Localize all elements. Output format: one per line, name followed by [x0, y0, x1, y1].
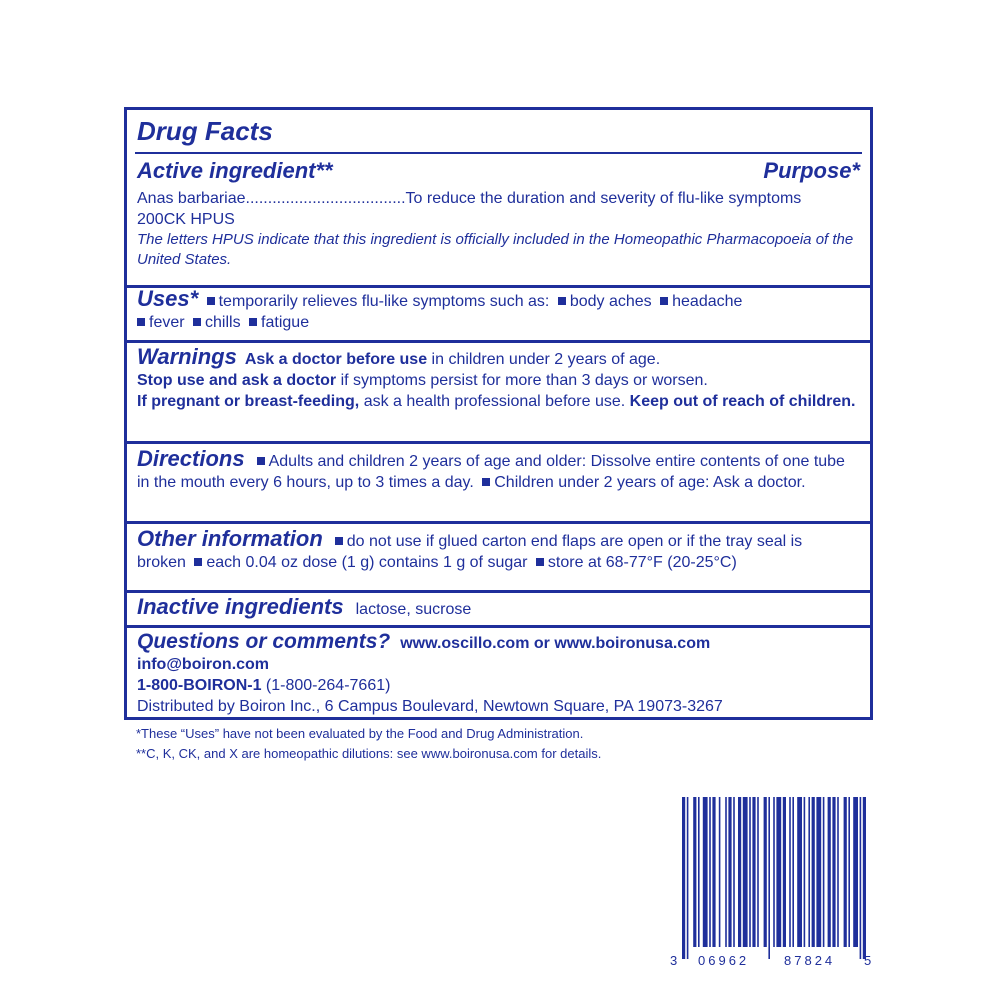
stop-use-text: if symptoms persist for more than 3 days or worsen. — [336, 372, 708, 389]
bullet — [335, 537, 343, 545]
leader-dots: .................................... — [245, 190, 406, 207]
barcode-bar — [738, 797, 741, 947]
active-ingredient-heading: Active ingredient** — [137, 158, 333, 183]
ingredient-strength: 200CK HPUS — [137, 211, 235, 228]
ingredient-purpose: To reduce the duration and severity of flu-like symptoms — [405, 190, 802, 207]
active-ingredient-section — [127, 154, 870, 292]
bullet — [193, 318, 201, 326]
footnotes — [136, 724, 601, 764]
barcode-bar — [728, 797, 731, 947]
barcode-bar — [709, 797, 711, 947]
bullet — [558, 297, 566, 305]
barcode-left-digit: 3 — [670, 953, 678, 968]
bullet — [536, 558, 544, 566]
phone-number: (1-800-264-7661) — [261, 677, 391, 694]
barcode-group-left: 06962 — [698, 953, 750, 968]
drug-facts-title: Drug Facts — [137, 116, 273, 146]
barcode-bar — [848, 797, 850, 947]
bullet — [249, 318, 257, 326]
barcode-bar — [844, 797, 847, 947]
other-item: store at 68-77°F (20-25°C) — [547, 554, 737, 571]
barcode-bar — [719, 797, 721, 947]
uses-heading: Uses* — [137, 286, 199, 311]
bullet — [257, 457, 265, 465]
barcode-bar — [693, 797, 696, 947]
ask-doctor-text: in children under 2 years of age. — [427, 351, 661, 368]
barcode-bar — [832, 797, 835, 947]
barcode-bar — [703, 797, 708, 947]
footnote-dilutions: **C, K, CK, and X are homeopathic dilutions: see www.boironusa.com for details. — [136, 746, 602, 761]
barcode-bar — [792, 797, 794, 947]
barcode-bar — [733, 797, 735, 947]
barcode-bar — [768, 797, 770, 959]
barcode-bar — [712, 797, 715, 947]
barcode-right-digit: 5 — [864, 953, 872, 968]
ingredient-line — [137, 188, 860, 209]
barcode-bar — [797, 797, 802, 947]
barcode-bar — [804, 797, 806, 947]
drug-facts-panel — [124, 107, 873, 720]
directions-children: Children under 2 years of age: Ask a doctor. — [494, 474, 806, 491]
other-item: each 0.04 oz dose (1 g) contains 1 g of sugar — [206, 554, 528, 571]
bullet — [194, 558, 202, 566]
barcode-bar — [776, 797, 781, 947]
barcode-bar — [789, 797, 791, 947]
inactive-ingredients-section — [127, 590, 870, 625]
other-information-heading: Other information — [137, 526, 323, 551]
use-item: headache — [672, 293, 743, 310]
bullet — [660, 297, 668, 305]
ask-doctor-bold: Ask a doctor before use — [244, 351, 428, 368]
footnote-uses: *These “Uses” have not been evaluated by the Food and Drug Administration. — [136, 726, 584, 741]
active-ingredient-body — [137, 188, 860, 270]
warnings-section — [127, 340, 870, 441]
barcode-bar — [749, 797, 751, 947]
directions-adults: Adults and children 2 years of age and older: Dissolve entire contents of one tube in the mouth every 6 hours, up to 3 times a day. — [137, 453, 845, 491]
distributor-address: Distributed by Boiron Inc., 6 Campus Boulevard, Newtown Square, PA 19073-3267 — [137, 698, 723, 715]
questions-heading: Questions or comments? — [137, 630, 391, 653]
websites-link[interactable]: www.oscillo.com or www.boironusa.com — [400, 635, 711, 652]
purpose-heading: Purpose* — [763, 158, 860, 183]
use-item: fatigue — [261, 314, 310, 331]
directions-section — [127, 441, 870, 521]
barcode-bar — [743, 797, 748, 947]
barcode-bar — [698, 797, 700, 947]
upc-barcode — [668, 797, 876, 969]
bullet — [137, 318, 145, 326]
other-item: do not use if glued carton end flaps are open or if the tray seal is broken — [137, 533, 803, 571]
barcode-bar — [853, 797, 858, 947]
barcode-bar — [764, 797, 767, 947]
barcode-bar — [816, 797, 821, 947]
warnings-heading: Warnings — [137, 344, 237, 369]
use-item: chills — [205, 314, 241, 331]
barcode-bar — [823, 797, 825, 947]
directions-heading: Directions — [137, 446, 245, 471]
inactive-ingredients-value: lactose, sucrose — [355, 601, 472, 618]
phone-bold: 1-800-BOIRON-1 — [137, 677, 262, 694]
active-heading-row — [137, 158, 860, 186]
uses-section — [127, 285, 870, 340]
barcode-group-right: 87824 — [784, 953, 836, 968]
barcode-bar — [812, 797, 815, 947]
pregnant-bold: If pregnant or breast-feeding, — [137, 393, 360, 410]
barcode-bar — [682, 797, 685, 959]
pregnant-text: ask a health professional before use. — [359, 393, 630, 410]
use-item: body aches — [569, 293, 652, 310]
hpus-note: The letters HPUS indicate that this ingredient is officially included in the Homeopathic Pharmacopoeia of the United States. — [137, 231, 854, 268]
drug-facts-title-section — [127, 110, 870, 154]
use-item: fever — [149, 314, 185, 331]
barcode-bar — [752, 797, 755, 947]
barcode-bar — [828, 797, 831, 947]
bullet — [482, 478, 490, 486]
barcode-bar — [863, 797, 866, 959]
barcode-bars — [682, 797, 866, 959]
ingredient-name: Anas barbariae — [137, 190, 246, 207]
barcode-bar — [773, 797, 775, 947]
uses-intro: temporarily relieves flu-like symptoms such as: — [218, 293, 550, 310]
stop-use-bold: Stop use and ask a doctor — [137, 372, 337, 389]
barcode-bar — [687, 797, 689, 959]
barcode-bar — [725, 797, 727, 947]
inactive-ingredients-heading: Inactive ingredients — [137, 594, 344, 619]
keep-out-bold: Keep out of reach of children. — [629, 393, 856, 410]
barcode-bar — [757, 797, 759, 947]
barcode-bar — [860, 797, 862, 959]
other-information-section — [127, 521, 870, 590]
barcode-bar — [837, 797, 839, 947]
bullet — [207, 297, 215, 305]
barcode-bar — [808, 797, 810, 947]
questions-section — [127, 625, 870, 720]
barcode-bar — [783, 797, 786, 947]
email-link[interactable]: info@boiron.com — [137, 656, 270, 673]
